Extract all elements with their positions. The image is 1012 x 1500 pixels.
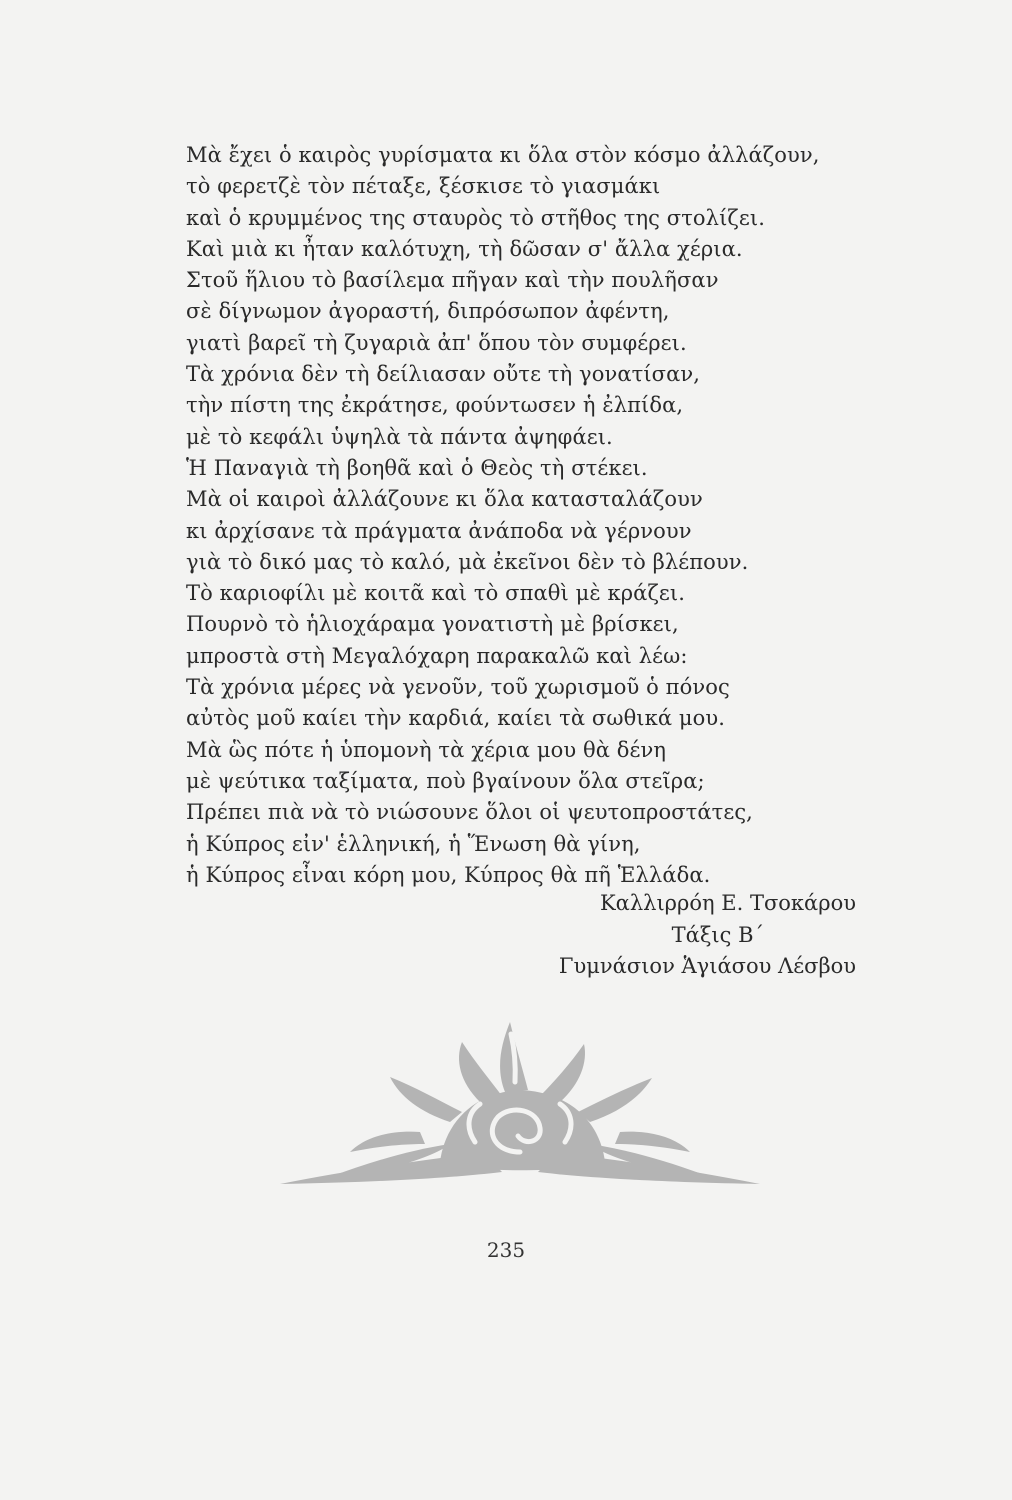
- signature-block: [559, 888, 856, 983]
- poem-line: σὲ δίγνωμον ἀγοραστή, διπρόσωπον ἀφέντη,: [186, 299, 670, 324]
- poem-line: κι ἀρχίσανε τὰ πράγματα ἀνάποδα νὰ γέρνουν: [186, 518, 692, 543]
- poem-line: μὲ ψεύτικα ταξίματα, ποὺ βγαίνουν ὅλα στεῖρα;: [186, 768, 705, 793]
- poem-line: Μὰ ἔχει ὁ καιρὸς γυρίσματα κι ὅλα στὸν κόσμο ἀλλάζουν,: [186, 143, 820, 167]
- poem-line: αὐτὸς μοῦ καίει τὴν καρδιά, καίει τὰ σωθικά μου.: [186, 706, 726, 731]
- poem-line: Πουρνὸ τὸ ἡλιοχάραμα γονατιστὴ μὲ βρίσκει,: [186, 612, 679, 637]
- poem-line: γιατὶ βαρεῖ τὴ ζυγαριὰ ἀπ' ὅπου τὸν συμφέρει.: [186, 330, 687, 355]
- poem-line: Καὶ μιὰ κι ἦταν καλότυχη, τὴ δῶσαν σ' ἄλλα χέρια.: [186, 236, 743, 261]
- page-number: 235: [486, 1238, 526, 1262]
- acanthus-scroll-ornament-icon: [270, 1012, 770, 1207]
- poem-body: [186, 140, 826, 891]
- poem-line: μπροστὰ στὴ Μεγαλόχαρη παρακαλῶ καὶ λέω:: [186, 643, 688, 668]
- poem-line: Τὰ χρόνια δὲν τὴ δείλιασαν οὔτε τὴ γονατίσαν,: [186, 362, 701, 387]
- poem-line: Μὰ ὣς πότε ἡ ὑπομονὴ τὰ χέρια μου θὰ δένη: [186, 737, 667, 762]
- poem-line: γιὰ τὸ δικό μας τὸ καλό, μὰ ἐκεῖνοι δὲν τὸ βλέπουν.: [186, 549, 749, 574]
- poem-line: Στοῦ ἥλιου τὸ βασίλεμα πῆγαν καὶ τὴν πουλῆσαν: [186, 268, 719, 293]
- poem-line: ἡ Κύπρος εἰν' ἑλληνική, ἡ Ἕνωση θὰ γίνη,: [186, 831, 641, 856]
- poem-line: καὶ ὁ κρυμμένος της σταυρὸς τὸ στῆθος της στολίζει.: [186, 205, 765, 230]
- author-name: Καλλιρρόη Ε. Τσοκάρου: [599, 891, 856, 915]
- poem-line: Ἡ Παναγιὰ τὴ βοηθᾶ καὶ ὁ Θεὸς τὴ στέκει.: [186, 455, 648, 480]
- poem-line: τὸ φερετζὲ τὸν πέταξε, ξέσκισε τὸ γιασμάκι: [186, 174, 661, 199]
- poem-line: ἡ Κύπρος εἶναι κόρη μου, Κύπρος θὰ πῆ Ἑλλάδα.: [186, 862, 711, 887]
- poem-line: μὲ τὸ κεφάλι ὑψηλὰ τὰ πάντα ἀψηφάει.: [186, 424, 613, 449]
- poem-line: Πρέπει πιὰ νὰ τὸ νιώσουνε ὅλοι οἱ ψευτοπροστάτες,: [186, 800, 753, 825]
- poem-line: Μὰ οἱ καιροὶ ἀλλάζουνε κι ὅλα κατασταλάζουν: [186, 487, 703, 512]
- author-class: Τάξις Β΄: [671, 922, 764, 947]
- poem-line: Τὸ καριοφίλι μὲ κοιτᾶ καὶ τὸ σπαθὶ μὲ κράζει.: [186, 581, 686, 606]
- author-school: Γυμνάσιον Ἁγιάσου Λέσβου: [558, 954, 856, 978]
- poem-line: τὴν πίστη της ἐκράτησε, φούντωσεν ἡ ἐλπίδα,: [186, 393, 684, 418]
- poem-line: Τὰ χρόνια μέρες νὰ γενοῦν, τοῦ χωρισμοῦ ὁ πόνος: [186, 675, 730, 700]
